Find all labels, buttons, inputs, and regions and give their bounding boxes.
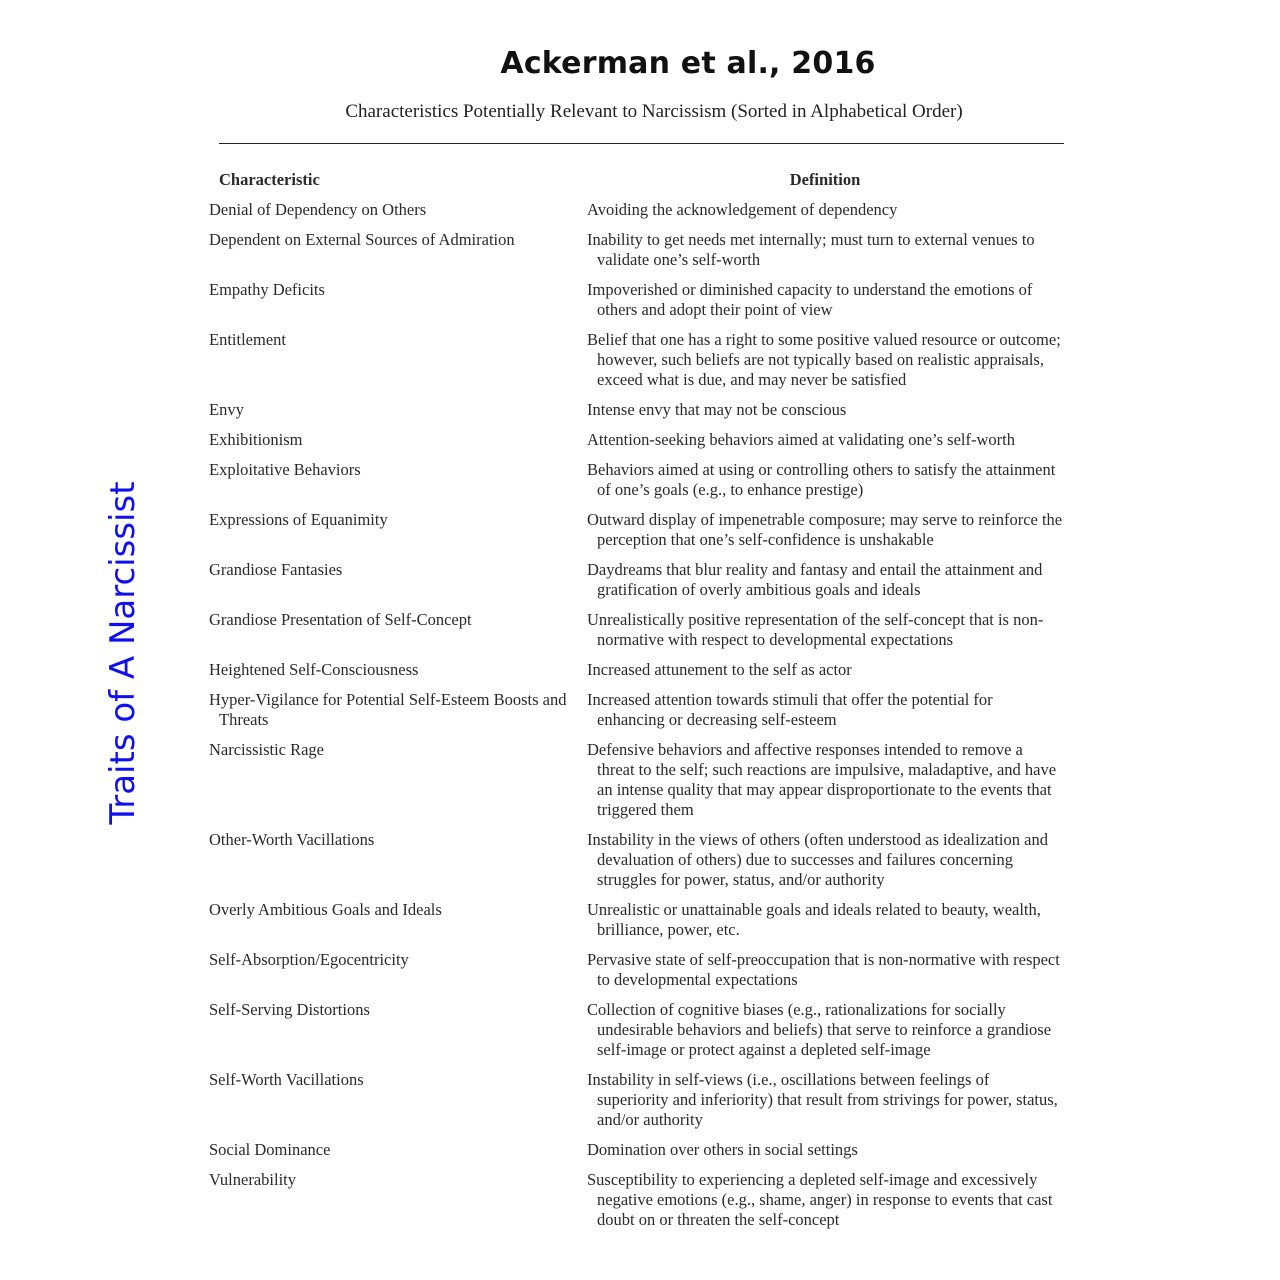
characteristic-cell: Hyper-Vigilance for Potential Self-Esteem Boosts and Threats: [209, 690, 567, 729]
characteristic-cell: Self-Serving Distortions: [209, 1000, 370, 1019]
definition-cell: Pervasive state of self-preoccupation that is non-normative with respect to developmental expectations: [587, 950, 1060, 989]
definition-cell: Collection of cognitive biases (e.g., rationalizations for socially undesirable behaviors and beliefs) that serve to reinforce a grandiose self-image or protect against a depleted self-image: [587, 1000, 1052, 1059]
definition-cell: Impoverished or diminished capacity to understand the emotions of others and adopt their point of view: [587, 280, 1033, 319]
definition-cell: Attention-seeking behaviors aimed at validating one’s self-worth: [587, 430, 1015, 449]
characteristic-cell: Other-Worth Vacillations: [209, 830, 375, 849]
table-row: [209, 1070, 1069, 1140]
definition-cell: Instability in self-views (i.e., oscillations between feelings of superiority and inferiority) that result from strivings for power, status, and/or authority: [587, 1070, 1058, 1129]
table-row: [209, 230, 1069, 280]
table-row: [209, 430, 1069, 460]
table-row: [209, 200, 1069, 230]
page-title: Ackerman et al., 2016: [500, 46, 876, 81]
definition-cell: Outward display of impenetrable composure; may serve to reinforce the perception that one’s self-confidence is unshakable: [587, 510, 1063, 549]
table-row: [209, 280, 1069, 330]
table-row: [209, 400, 1069, 430]
definition-cell: Increased attunement to the self as actor: [587, 660, 852, 679]
definition-cell: Behaviors aimed at using or controlling others to satisfy the attainment of one’s goals (e.g., to enhance prestige): [587, 460, 1056, 499]
table-header: [219, 170, 1069, 200]
definition-cell: Unrealistic or unattainable goals and ideals related to beauty, wealth, brilliance, power, etc.: [587, 900, 1041, 939]
characteristic-cell: Social Dominance: [209, 1140, 331, 1159]
table-row: [209, 950, 1069, 1000]
column-header-characteristic: Characteristic: [219, 170, 320, 189]
characteristic-cell: Exhibitionism: [209, 430, 303, 449]
definition-cell: Belief that one has a right to some positive valued resource or outcome; however, such beliefs are not typically based on realistic appraisals, exceed what is due, and may never be satisfied: [587, 330, 1061, 389]
characteristic-cell: Envy: [209, 400, 244, 419]
top-rule: [219, 143, 1064, 144]
characteristic-cell: Grandiose Fantasies: [209, 560, 343, 579]
characteristic-cell: Self-Worth Vacillations: [209, 1070, 364, 1089]
characteristics-table: [209, 170, 1069, 1240]
table-row: [209, 1000, 1069, 1070]
characteristic-cell: Entitlement: [209, 330, 286, 349]
definition-cell: Domination over others in social settings: [587, 1140, 858, 1159]
characteristic-cell: Expressions of Equanimity: [209, 510, 388, 529]
definition-cell: Intense envy that may not be conscious: [587, 400, 847, 419]
table-row: [209, 830, 1069, 900]
table-row: [209, 1140, 1069, 1170]
definition-cell: Defensive behaviors and affective responses intended to remove a threat to the self; such reactions are impulsive, maladaptive, and have an intense quality that may appear disproportionate to the events that triggered them: [587, 740, 1057, 819]
column-header-definition: Definition: [789, 170, 861, 189]
characteristic-cell: Overly Ambitious Goals and Ideals: [209, 900, 442, 919]
definition-cell: Daydreams that blur reality and fantasy and entail the attainment and gratification of overly ambitious goals and ideals: [587, 560, 1043, 599]
definition-cell: Susceptibility to experiencing a depleted self-image and excessively negative emotions (e.g., shame, anger) in response to events that cast doubt on or threaten the self-concept: [587, 1170, 1053, 1229]
table-row: [209, 510, 1069, 560]
characteristic-cell: Narcissistic Rage: [209, 740, 325, 759]
definition-cell: Unrealistically positive representation of the self-concept that is non-normative with respect to developmental expectations: [587, 610, 1044, 649]
definition-cell: Avoiding the acknowledgement of dependency: [587, 200, 898, 219]
table-row: [209, 740, 1069, 830]
table-row: [209, 610, 1069, 660]
characteristic-cell: Denial of Dependency on Others: [209, 200, 427, 219]
definition-cell: Increased attention towards stimuli that offer the potential for enhancing or decreasing self-esteem: [587, 690, 993, 729]
table-caption: Characteristics Potentially Relevant to Narcissism (Sorted in Alphabetical Order): [345, 101, 963, 122]
table-row: [209, 330, 1069, 400]
characteristic-cell: Exploitative Behaviors: [209, 460, 361, 479]
table-row: [209, 690, 1069, 740]
table-row: [209, 660, 1069, 690]
table-row: [209, 460, 1069, 510]
definition-cell: Instability in the views of others (often understood as idealization and devaluation of others) due to successes and failures concerning struggles for power, status, and/or authority: [587, 830, 1048, 889]
table-row: [209, 1170, 1069, 1240]
definition-cell: Inability to get needs met internally; must turn to external venues to validate one’s self-worth: [587, 230, 1035, 269]
table-row: [209, 560, 1069, 610]
characteristic-cell: Self-Absorption/Egocentricity: [209, 950, 409, 969]
characteristic-cell: Grandiose Presentation of Self-Concept: [209, 610, 472, 629]
table-body: [209, 200, 1069, 1240]
characteristic-cell: Vulnerability: [209, 1170, 296, 1189]
side-label: Traits of A Narcissist: [103, 481, 143, 825]
characteristic-cell: Heightened Self-Consciousness: [209, 660, 419, 679]
table-row: [209, 900, 1069, 950]
characteristic-cell: Empathy Deficits: [209, 280, 325, 299]
characteristic-cell: Dependent on External Sources of Admiration: [209, 230, 515, 249]
